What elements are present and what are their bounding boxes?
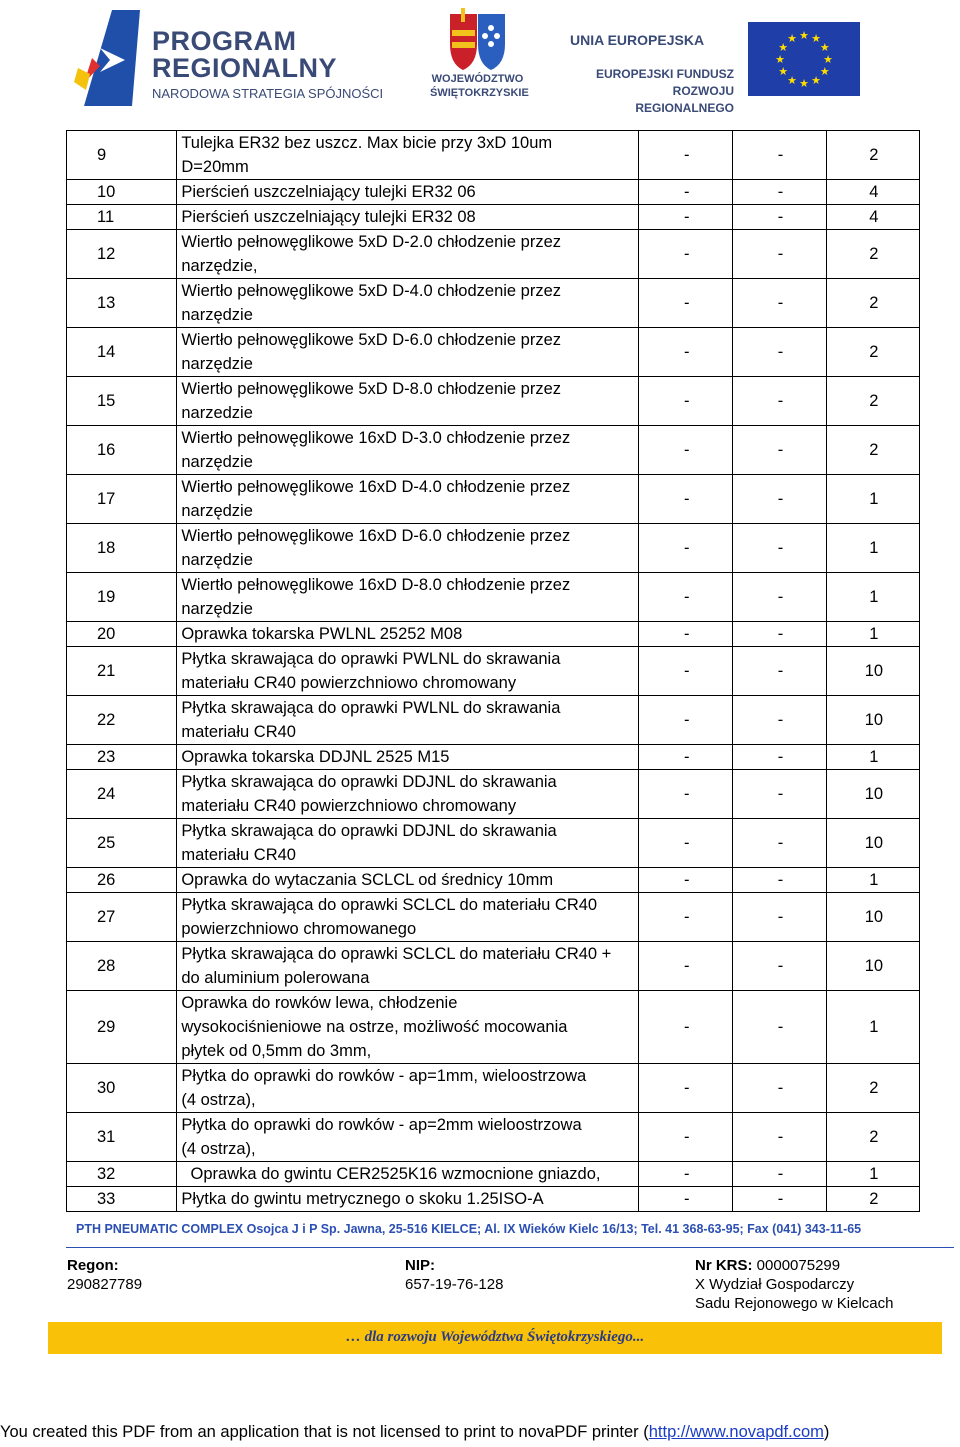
description-line: narzedzie <box>181 404 253 422</box>
row-description <box>177 819 639 868</box>
nip-label: NIP: <box>405 1257 435 1274</box>
krs-court-line2: Sadu Rejonowego w Kielcach <box>695 1295 894 1312</box>
table-row <box>67 1113 920 1162</box>
description-line: Oprawka tokarska DDJNL 2525 M15 <box>181 748 450 766</box>
row-number: 14 <box>67 328 177 377</box>
description-line: narzędzie <box>181 551 253 569</box>
row-quantity: 1 <box>826 745 919 770</box>
row-quantity: 1 <box>826 868 919 893</box>
row-description <box>177 770 639 819</box>
row-col-a: - <box>639 279 733 328</box>
coat-of-arms-icon <box>430 8 525 76</box>
novapdf-end: ) <box>823 1423 830 1441</box>
row-col-b: - <box>733 475 827 524</box>
eu-star-icon: ★ <box>778 42 789 54</box>
description-line: Wiertło pełnowęglikowe 5xD D-2.0 chłodzenie przez <box>181 233 562 251</box>
row-col-b: - <box>733 377 827 426</box>
row-number: 9 <box>67 131 177 180</box>
row-number: 30 <box>67 1064 177 1113</box>
row-description <box>177 1187 639 1212</box>
row-description <box>177 622 639 647</box>
description-line: (4 ostrza), <box>181 1091 256 1109</box>
row-col-a: - <box>639 696 733 745</box>
row-description <box>177 647 639 696</box>
row-description <box>177 328 639 377</box>
row-number: 25 <box>67 819 177 868</box>
row-col-b: - <box>733 573 827 622</box>
row-description <box>177 524 639 573</box>
description-line: Wiertło pełnowęglikowe 16xD D-3.0 chłodzenie przez <box>181 429 571 447</box>
row-col-a: - <box>639 1113 733 1162</box>
row-description <box>177 991 639 1064</box>
voivodeship-name: WOJEWÓDZTWO ŚWIĘTOKRZYSKIE <box>430 73 529 99</box>
description-line: Płytka skrawająca do oprawki DDJNL do skrawania <box>181 822 557 840</box>
row-col-b: - <box>733 942 827 991</box>
eu-flag <box>748 22 860 96</box>
eu-stars-icon <box>748 22 860 96</box>
eu-star-icon: ★ <box>787 33 797 46</box>
row-col-a: - <box>639 893 733 942</box>
description-line: materiału CR40 <box>181 846 296 864</box>
eu-star-icon: ★ <box>799 78 809 90</box>
row-col-a: - <box>639 1187 733 1212</box>
row-col-b: - <box>733 1187 827 1212</box>
description-line: Płytka skrawająca do oprawki SCLCL do materiału CR40 + <box>181 945 612 963</box>
table-row <box>67 770 920 819</box>
row-quantity: 10 <box>826 770 919 819</box>
row-number: 10 <box>67 180 177 205</box>
row-col-b: - <box>733 622 827 647</box>
row-number: 11 <box>67 205 177 230</box>
row-description <box>177 279 639 328</box>
row-description <box>177 868 639 893</box>
row-col-b: - <box>733 180 827 205</box>
row-col-a: - <box>639 745 733 770</box>
eu-star-icon: ★ <box>811 33 821 46</box>
novapdf-text: You created this PDF from an application that is not licensed to print to novaPDF printer ( <box>0 1423 649 1441</box>
krs-court-line1: X Wydział Gospodarczy <box>695 1276 855 1293</box>
description-line: Płytka do oprawki do rowków - ap=1mm, wieloostrzowa <box>181 1067 587 1085</box>
description-line: Oprawka do gwintu CER2525K16 wzmocnione gniazdo, <box>181 1165 601 1183</box>
table-row <box>67 180 920 205</box>
row-quantity: 1 <box>826 991 919 1064</box>
row-description <box>177 573 639 622</box>
description-line: Oprawka tokarska PWLNL 25252 M08 <box>181 625 463 643</box>
description-line: Płytka skrawająca do oprawki PWLNL do skrawania <box>181 699 561 717</box>
row-col-b: - <box>733 131 827 180</box>
row-col-a: - <box>639 377 733 426</box>
eu-star-icon: ★ <box>787 74 797 87</box>
row-number: 13 <box>67 279 177 328</box>
row-quantity: 2 <box>826 230 919 279</box>
row-number: 22 <box>67 696 177 745</box>
row-col-b: - <box>733 524 827 573</box>
row-quantity: 1 <box>826 1162 919 1187</box>
table-row <box>67 524 920 573</box>
description-line: Płytka skrawająca do oprawki DDJNL do skrawania <box>181 773 557 791</box>
description-line: narzędzie <box>181 600 253 618</box>
slogan-text: … dla rozwoju Województwa Świętokrzyskiego... <box>345 1329 645 1345</box>
row-description <box>177 1113 639 1162</box>
eu-star-icon: ★ <box>823 54 833 66</box>
row-col-b: - <box>733 868 827 893</box>
table-row <box>67 279 920 328</box>
krs-label: Nr KRS: <box>695 1257 753 1274</box>
row-quantity: 2 <box>826 1064 919 1113</box>
row-description <box>177 180 639 205</box>
row-description <box>177 426 639 475</box>
description-line: Wiertło pełnowęglikowe 5xD D-8.0 chłodzenie przez <box>181 380 562 398</box>
row-col-a: - <box>639 647 733 696</box>
description-line: Płytka do oprawki do rowków - ap=2mm wieloostrzowa <box>181 1116 582 1134</box>
description-line: materiału CR40 powierzchniowo chromowany <box>181 797 517 815</box>
row-number: 29 <box>67 991 177 1064</box>
description-line: Wiertło pełnowęglikowe 16xD D-6.0 chłodzenie przez <box>181 527 571 545</box>
row-col-a: - <box>639 770 733 819</box>
table-row <box>67 426 920 475</box>
row-description <box>177 1162 639 1187</box>
row-description <box>177 942 639 991</box>
description-line: narzędzie <box>181 355 253 373</box>
eu-star-icon: ★ <box>819 66 830 78</box>
row-col-b: - <box>733 991 827 1064</box>
eu-star-icon: ★ <box>775 54 785 66</box>
description-line: Wiertło pełnowęglikowe 16xD D-8.0 chłodzenie przez <box>181 576 571 594</box>
description-line: Wiertło pełnowęglikowe 5xD D-4.0 chłodzenie przez <box>181 282 562 300</box>
row-number: 28 <box>67 942 177 991</box>
footer-divider <box>66 1247 954 1248</box>
krs-block <box>695 1256 893 1313</box>
row-col-a: - <box>639 328 733 377</box>
row-number: 15 <box>67 377 177 426</box>
row-number: 24 <box>67 770 177 819</box>
row-description <box>177 1064 639 1113</box>
row-quantity: 10 <box>826 942 919 991</box>
row-description <box>177 696 639 745</box>
eu-star-icon: ★ <box>811 74 821 87</box>
star-logo-icon <box>70 8 150 108</box>
row-quantity: 2 <box>826 1113 919 1162</box>
row-col-a: - <box>639 942 733 991</box>
row-quantity: 1 <box>826 573 919 622</box>
nip-block <box>405 1256 503 1294</box>
row-description <box>177 377 639 426</box>
table-row <box>67 893 920 942</box>
row-description <box>177 131 639 180</box>
row-description <box>177 230 639 279</box>
table-row <box>67 230 920 279</box>
row-number: 33 <box>67 1187 177 1212</box>
row-col-a: - <box>639 475 733 524</box>
row-col-b: - <box>733 770 827 819</box>
items-table-body <box>67 131 920 1212</box>
row-quantity: 1 <box>826 475 919 524</box>
row-col-b: - <box>733 426 827 475</box>
row-col-a: - <box>639 131 733 180</box>
row-quantity: 2 <box>826 1187 919 1212</box>
description-line: materiału CR40 powierzchniowo chromowany <box>181 674 517 692</box>
table-row <box>67 131 920 180</box>
row-quantity: 4 <box>826 205 919 230</box>
row-number: 27 <box>67 893 177 942</box>
table-row <box>67 696 920 745</box>
page-header <box>0 0 960 125</box>
row-col-a: - <box>639 573 733 622</box>
row-col-b: - <box>733 1162 827 1187</box>
table-row <box>67 1162 920 1187</box>
table-row <box>67 1187 920 1212</box>
row-number: 20 <box>67 622 177 647</box>
novapdf-notice <box>0 1423 960 1442</box>
row-quantity: 10 <box>826 647 919 696</box>
description-line: powierzchniowo chromowanego <box>181 920 417 938</box>
row-number: 26 <box>67 868 177 893</box>
novapdf-link[interactable]: http://www.novapdf.com <box>648 1423 824 1441</box>
table-row <box>67 868 920 893</box>
row-col-a: - <box>639 180 733 205</box>
row-number: 23 <box>67 745 177 770</box>
description-line: do aluminium polerowana <box>181 969 370 987</box>
row-number: 16 <box>67 426 177 475</box>
table-row <box>67 745 920 770</box>
row-col-a: - <box>639 524 733 573</box>
description-line: narzędzie <box>181 502 253 520</box>
row-number: 32 <box>67 1162 177 1187</box>
row-col-b: - <box>733 1113 827 1162</box>
regon-block <box>67 1256 142 1294</box>
row-col-b: - <box>733 1064 827 1113</box>
regon-value: 290827789 <box>67 1276 143 1293</box>
row-quantity: 2 <box>826 279 919 328</box>
row-col-a: - <box>639 1064 733 1113</box>
description-line: Płytka skrawająca do oprawki PWLNL do skrawania <box>181 650 561 668</box>
description-line: Pierścień uszczelniający tulejki ER32 06 <box>181 183 476 201</box>
row-col-a: - <box>639 230 733 279</box>
company-info-line: PTH PNEUMATIC COMPLEX Osojca J i P Sp. Jawna, 25-516 KIELCE; Al. IX Wieków Kielc 16/13; Tel. 41 368-63-95; Fax (041) 343-11-65 <box>76 1222 862 1236</box>
row-quantity: 10 <box>826 819 919 868</box>
table-row <box>67 377 920 426</box>
row-col-b: - <box>733 893 827 942</box>
description-line: (4 ostrza), <box>181 1140 256 1158</box>
krs-value: 0000075299 <box>752 1257 841 1274</box>
table-row <box>67 328 920 377</box>
description-line: Oprawka do rowków lewa, chłodzenie <box>181 994 458 1012</box>
row-quantity: 10 <box>826 696 919 745</box>
row-number: 18 <box>67 524 177 573</box>
row-col-b: - <box>733 205 827 230</box>
row-description <box>177 745 639 770</box>
row-col-a: - <box>639 819 733 868</box>
description-line: płytek od 0,5mm do 3mm, <box>181 1042 372 1060</box>
row-quantity: 2 <box>826 131 919 180</box>
row-number: 19 <box>67 573 177 622</box>
table-row <box>67 475 920 524</box>
row-col-a: - <box>639 622 733 647</box>
eu-name: UNIA EUROPEJSKA <box>570 32 705 48</box>
items-table <box>66 130 920 1212</box>
description-line: narzędzie <box>181 306 253 324</box>
row-col-a: - <box>639 868 733 893</box>
row-col-a: - <box>639 205 733 230</box>
eu-star-icon: ★ <box>799 30 809 42</box>
table-row <box>67 647 920 696</box>
description-line: wysokociśnieniowe na ostrze, możliwość mocowania <box>181 1018 568 1036</box>
row-quantity: 4 <box>826 180 919 205</box>
description-line: Pierścień uszczelniający tulejki ER32 08 <box>181 208 476 226</box>
row-col-b: - <box>733 279 827 328</box>
row-quantity: 2 <box>826 426 919 475</box>
row-quantity: 1 <box>826 622 919 647</box>
row-col-b: - <box>733 745 827 770</box>
row-col-b: - <box>733 819 827 868</box>
row-quantity: 2 <box>826 377 919 426</box>
row-description <box>177 475 639 524</box>
row-number: 21 <box>67 647 177 696</box>
description-line: narzędzie, <box>181 257 258 275</box>
program-title: PROGRAM REGIONALNY <box>152 26 338 83</box>
eu-fund-name: EUROPEJSKI FUNDUSZ ROZWOJU REGIONALNEGO <box>595 67 734 115</box>
program-subtitle: NARODOWA STRATEGIA SPÓJNOŚCI <box>152 86 384 101</box>
description-line: Płytka do gwintu metrycznego o skoku 1.25ISO-A <box>181 1190 544 1208</box>
eu-star-icon: ★ <box>778 66 789 78</box>
row-col-a: - <box>639 426 733 475</box>
table-row <box>67 819 920 868</box>
description-line: Płytka skrawająca do oprawki SCLCL do materiału CR40 <box>181 896 598 914</box>
row-number: 17 <box>67 475 177 524</box>
description-line: Tulejka ER32 bez uszcz. Max bicie przy 3xD 10um <box>181 134 553 152</box>
row-col-b: - <box>733 328 827 377</box>
table-row <box>67 205 920 230</box>
table-row <box>67 1064 920 1113</box>
regon-label: Regon: <box>67 1257 119 1274</box>
description-line: materiału CR40 <box>181 723 296 741</box>
row-quantity: 1 <box>826 524 919 573</box>
description-line: Oprawka do wytaczania SCLCL od średnicy 10mm <box>181 871 554 889</box>
row-quantity: 2 <box>826 328 919 377</box>
row-col-b: - <box>733 230 827 279</box>
nip-value: 657-19-76-128 <box>405 1276 504 1293</box>
table-row <box>67 573 920 622</box>
description-line: Wiertło pełnowęglikowe 5xD D-6.0 chłodzenie przez <box>181 331 562 349</box>
row-quantity: 10 <box>826 893 919 942</box>
description-line: narzędzie <box>181 453 253 471</box>
row-col-b: - <box>733 696 827 745</box>
row-number: 31 <box>67 1113 177 1162</box>
row-description <box>177 893 639 942</box>
row-col-a: - <box>639 1162 733 1187</box>
row-col-b: - <box>733 647 827 696</box>
description-line: D=20mm <box>181 158 249 176</box>
row-number: 12 <box>67 230 177 279</box>
description-line: Wiertło pełnowęglikowe 16xD D-4.0 chłodzenie przez <box>181 478 571 496</box>
slogan-banner <box>48 1322 942 1354</box>
table-row <box>67 991 920 1064</box>
row-description <box>177 205 639 230</box>
table-row <box>67 622 920 647</box>
table-row <box>67 942 920 991</box>
row-col-a: - <box>639 991 733 1064</box>
eu-star-icon: ★ <box>819 42 830 54</box>
